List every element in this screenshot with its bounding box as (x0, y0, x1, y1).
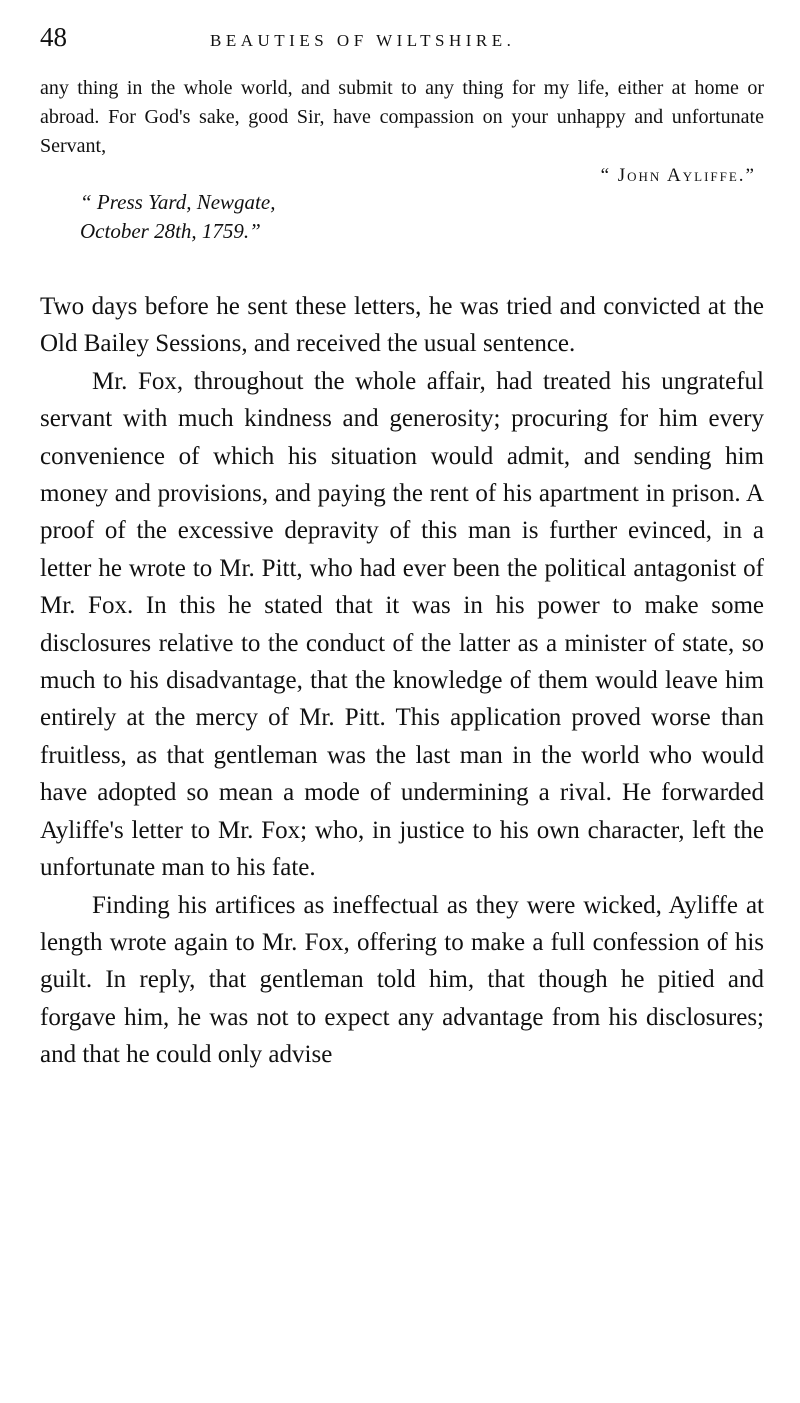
body-text (40, 288, 764, 1074)
paragraph: Two days before he sent these letters, he was tried and convicted at the Old Bailey Sessions, and received the usual sentence. (40, 293, 764, 358)
letter-dateline (80, 188, 764, 246)
letter-excerpt (40, 74, 764, 246)
paragraph: Finding his artifices as ineffectual as they were wicked, Ayliffe at length wrote again to Mr. Fox, offering to make a full confession of his guilt. In reply, that gentleman told him, that though he pitied and forgave him, he was not to expect any advantage from his disclosures; and that he could only advise (40, 891, 764, 1069)
dateline-date: October 28th, 1759.” (80, 219, 261, 243)
signature-name: “ John Ayliffe.” (600, 165, 756, 186)
dateline-place: “ Press Yard, Newgate, (80, 190, 276, 214)
letter-signature (40, 161, 764, 190)
page-number: 48 (40, 22, 67, 52)
letter-text: any thing in the whole world, and submit to any thing for my life, either at home or abroad. For God's sake, good Sir, have compassion on your unhappy and unfortunate Servant, (40, 77, 764, 157)
running-title: BEAUTIES OF WILTSHIRE. (210, 31, 516, 50)
running-head (40, 22, 764, 68)
paragraph: Mr. Fox, throughout the whole affair, had treated his ungrateful servant with much kindness and generosity; procuring for him every convenience of which his situation would admit, and sending him money and provisions, and paying the rent of his apartment in prison. A proof of the excessive depravity of this man is further evinced, in a letter he wrote to Mr. Pitt, who had ever been the political antagonist of Mr. Fox. In this he stated that it was in his power to make some disclosures relative to the conduct of the latter as a minister of state, so much to his disadvantage, that the knowledge of them would leave him entirely at the mercy of Mr. Pitt. This application proved worse than fruitless, as that gentleman was the last man in the world who would have adopted so mean a mode of undermining a rival. He forwarded Ayliffe's letter to Mr. Fox; who, in justice to his own character, left the unfortunate man to his fate. (40, 367, 764, 882)
